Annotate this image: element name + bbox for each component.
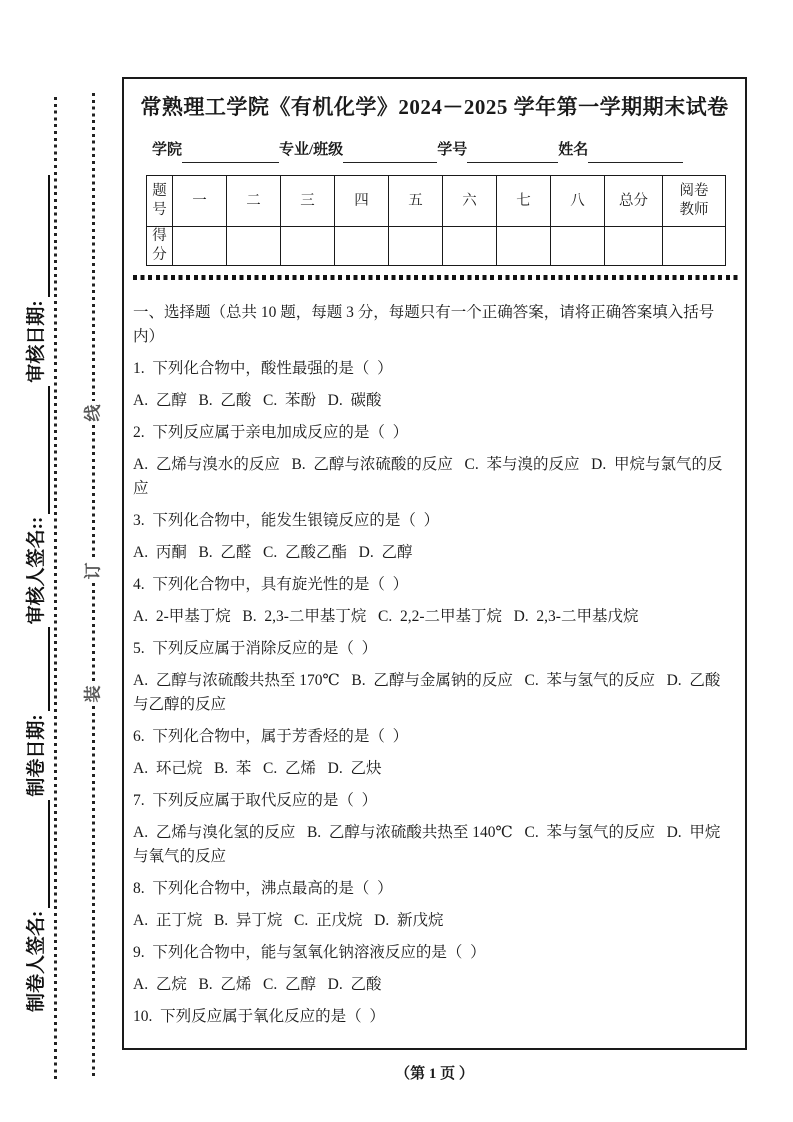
binding-char-xian: 线: [83, 404, 102, 422]
major-class-label: 专业/班级: [279, 142, 344, 158]
maker-signature-blank: [24, 800, 50, 908]
col-header-7: 七: [497, 176, 551, 227]
dotted-segment: [92, 93, 95, 401]
college-blank: [182, 142, 279, 163]
score-cell: [281, 227, 335, 266]
question-text: 6. 下列化合物中，属于芳香烃的是（ ）: [133, 727, 409, 745]
name-blank: [588, 142, 683, 163]
question-area: [124, 280, 745, 1029]
maker-date-blank: [24, 627, 50, 711]
binding-margin-labels: [16, 127, 52, 1012]
score-row-header: 得分: [147, 227, 173, 266]
review-date-label: 审核日期:: [26, 300, 47, 383]
score-cell: [497, 227, 551, 266]
option-text: A. 乙烯与溴化氢的反应 B. 乙醇与浓硫酸共热至 140℃ C. 苯与氢气的反应 D. 甲烷与氧气的反应: [133, 823, 721, 865]
question-text: 4. 下列化合物中，具有旋光性的是（ ）: [133, 575, 409, 593]
dotted-segment: [92, 583, 95, 682]
col-header-3: 三: [281, 176, 335, 227]
section-title: 一、选择题（总共 10 题，每题 3 分，每题只有一个正确答案，请将正确答案填入括号内）: [133, 303, 715, 345]
exam-sheet: [122, 77, 747, 1050]
dotted-segment: [92, 425, 95, 559]
option-text: A. 乙烯与溴水的反应 B. 乙醇与浓硫酸的反应 C. 苯与溴的反应 D. 甲烷与氯气的反应: [133, 455, 723, 497]
student-info-row: [152, 137, 745, 163]
option-text: A. 2-甲基丁烷 B. 2,3-二甲基丁烷 C. 2,2-二甲基丁烷 D. 2,3-二甲基戊烷: [133, 607, 639, 625]
col-header-2: 二: [227, 176, 281, 227]
reviewer-signature-blank: [24, 386, 50, 514]
binding-char-zhuang: 装: [83, 685, 102, 703]
question-text: 5. 下列反应属于消除反应的是（ ）: [133, 639, 378, 657]
option-text: A. 乙醇与浓硫酸共热至 170℃ B. 乙醇与金属钠的反应 C. 苯与氢气的反应 D. 乙酸与乙醇的反应: [133, 671, 721, 713]
option-text: A. 丙酮 B. 乙醛 C. 乙酸乙酯 D. 乙醇: [133, 543, 413, 561]
student-id-label: 学号: [437, 142, 468, 158]
question-text: 9. 下列化合物中，能与氢氧化钠溶液反应的是（ ）: [133, 943, 486, 961]
binding-dotted-line: [54, 97, 57, 1080]
page-number: （第 1 页 ）: [395, 1066, 474, 1082]
review-date-blank: [24, 175, 50, 297]
maker-signature-label: 制卷人签名:: [26, 910, 47, 1012]
option-text: A. 环己烷 B. 苯 C. 乙烯 D. 乙炔: [133, 759, 382, 777]
dotted-segment: [92, 706, 95, 1080]
binding-dotted-line-with-chars: [82, 93, 104, 1080]
binding-char-ding: 订: [83, 562, 102, 580]
col-header-6: 六: [443, 176, 497, 227]
name-label: 姓名: [558, 142, 589, 158]
score-cell-total: [605, 227, 663, 266]
option-text: A. 正丁烷 B. 异丁烷 C. 正戊烷 D. 新戊烷: [133, 911, 444, 929]
option-text: A. 乙烷 B. 乙烯 C. 乙醇 D. 乙酸: [133, 975, 382, 993]
col-header-4: 四: [335, 176, 389, 227]
score-cell-grader: [663, 227, 726, 266]
page-title: 常熟理工学院《有机化学》2024－2025 学年第一学期期末试卷: [140, 95, 729, 119]
question-text: 7. 下列反应属于取代反应的是（ ）: [133, 791, 378, 809]
col-header-5: 五: [389, 176, 443, 227]
question-text: 8. 下列化合物中，沸点最高的是（ ）: [133, 879, 393, 897]
college-label: 学院: [152, 142, 183, 158]
score-cell: [551, 227, 605, 266]
question-text: 10. 下列反应属于氧化反应的是（ ）: [133, 1007, 385, 1025]
table-row: [147, 176, 726, 227]
option-text: A. 乙醇 B. 乙酸 C. 苯酚 D. 碳酸: [133, 391, 382, 409]
question-text: 2. 下列反应属于亲电加成反应的是（ ）: [133, 423, 409, 441]
score-cell: [227, 227, 281, 266]
reviewer-signature-label: 审核人签名::: [26, 516, 47, 625]
score-table: [146, 175, 726, 266]
score-cell: [443, 227, 497, 266]
score-cell: [335, 227, 389, 266]
table-row: [147, 227, 726, 266]
score-cell: [389, 227, 443, 266]
major-class-blank: [343, 142, 437, 163]
col-header-1: 一: [173, 176, 227, 227]
maker-date-label: 制卷日期:: [26, 714, 47, 797]
col-header-8: 八: [551, 176, 605, 227]
score-cell: [173, 227, 227, 266]
student-id-blank: [467, 142, 558, 163]
col-header-grader: 阅卷教师: [663, 176, 726, 227]
question-text: 1. 下列化合物中，酸性最强的是（ ）: [133, 359, 393, 377]
question-number-header: 题号: [147, 176, 173, 227]
col-header-total: 总分: [605, 176, 663, 227]
question-text: 3. 下列化合物中，能发生银镜反应的是（ ）: [133, 511, 440, 529]
